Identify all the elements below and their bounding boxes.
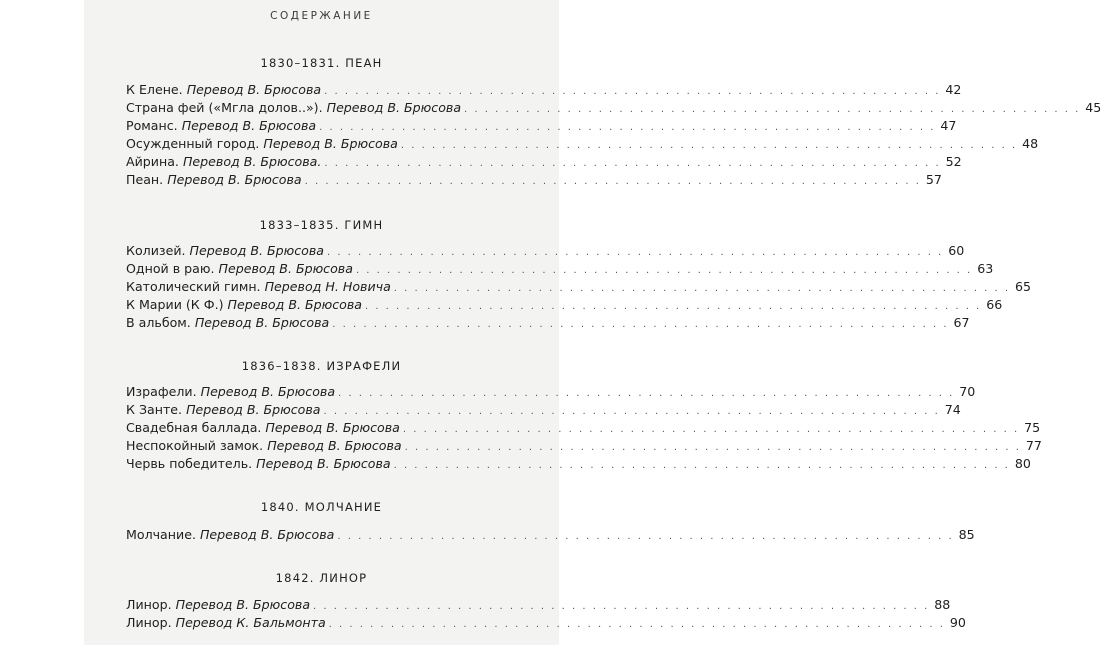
entry-title: Айрина. (126, 154, 179, 169)
dot-leader: . . . . . . . . . . . . . . . . . . . . . . . . . . . . . . . . . . . . . . . . . . . . . . . . . . . . . . . . . . . . (332, 319, 949, 330)
entry-title: К Елене. (126, 82, 183, 97)
entry-page: 66 (986, 297, 1003, 312)
entry-title: Неспокойный замок. (126, 438, 264, 453)
section-heading: 1833–1835. ГИМН (259, 218, 384, 232)
book-page (84, 0, 1101, 645)
toc-entry (126, 526, 975, 544)
dot-leader: . . . . . . . . . . . . . . . . . . . . . . . . . . . . . . . . . . . . . . . . . . . . . . . . . . . . . . . . . . . . (313, 601, 930, 612)
entry-translator: Перевод В. Брюсова (167, 172, 302, 187)
dot-leader: . . . . . . . . . . . . . . . . . . . . . . . . . . . . . . . . . . . . . . . . . . . . . . . . . . . . . . . . . . . . (400, 140, 1018, 151)
entry-translator: Перевод В. Брюсова (175, 597, 311, 612)
entry-page: 48 (1022, 136, 1039, 151)
toc-entry (126, 242, 965, 260)
dot-leader: . . . . . . . . . . . . . . . . . . . . . . . . . . . . . . . . . . . . . . . . . . . . . . . . . . . . . . . . . . . . (402, 424, 1020, 435)
toc-entry (126, 153, 962, 171)
entry-page: 85 (958, 527, 975, 542)
entry-page: 74 (944, 402, 961, 417)
dot-leader: . . . . . . . . . . . . . . . . . . . . . . . . . . . . . . . . . . . . . . . . . . . . . . . . . . . . . . . . . . . . (304, 176, 921, 187)
entry-page: 42 (945, 82, 962, 97)
toc-entry (126, 135, 1039, 153)
entry-page: 47 (940, 118, 957, 133)
toc-entry (126, 81, 962, 99)
page-title: СОДЕРЖАНИЕ (270, 10, 373, 22)
entry-page: 90 (949, 615, 966, 630)
entry-translator: Перевод В. Брюсова (181, 118, 317, 133)
dot-leader: . . . . . . . . . . . . . . . . . . . . . . . . . . . . . . . . . . . . . . . . . . . . . . . . . . . . . . . . . . . . (326, 247, 944, 258)
entry-title: Линор. (126, 597, 172, 612)
entry-page: 88 (934, 597, 951, 612)
entry-translator: Перевод В. Брюсова (263, 136, 398, 151)
entry-page: 67 (953, 315, 970, 330)
dot-leader: . . . . . . . . . . . . . . . . . . . . . . . . . . . . . . . . . . . . . . . . . . . . . . . . . . . . . . . . . . . . (404, 442, 1021, 453)
dot-leader: . . . . . . . . . . . . . . . . . . . . . . . . . . . . . . . . . . . . . . . . . . . . . . . . . . . . . . . . . . . . (337, 531, 954, 542)
entry-title: Линор. (126, 615, 172, 630)
section-heading: 1830–1831. ПЕАН (260, 56, 383, 70)
entry-translator: Перевод В. Брюсова (186, 82, 322, 97)
entry-translator: Перевод Н. Новича (264, 279, 391, 294)
entry-translator: Перевод В. Брюсова (186, 402, 321, 417)
entry-translator: Перевод В. Брюсова (256, 456, 391, 471)
section-heading: 1842. ЛИНОР (275, 571, 368, 585)
entry-translator: Перевод В. Брюсова (326, 100, 462, 115)
entry-page: 65 (1015, 279, 1032, 294)
entry-page: 75 (1024, 420, 1041, 435)
dot-leader: . . . . . . . . . . . . . . . . . . . . . . . . . . . . . . . . . . . . . . . . . . . . . . . . . . . . . . . . . . . . (393, 283, 1011, 294)
toc-entry (126, 401, 961, 419)
toc-entry (126, 117, 957, 135)
dot-leader: . . . . . . . . . . . . . . . . . . . . . . . . . . . . . . . . . . . . . . . . . . . . . . . . . . . . . . . . . . . . (338, 388, 955, 399)
entry-translator: Перевод В. Брюсова (227, 297, 362, 312)
entry-title: Пеан. (126, 172, 164, 187)
entry-translator: Перевод В. Брюсова (189, 243, 324, 258)
entry-title: Молчание. (126, 527, 196, 542)
entry-title: Осужденный город. (126, 136, 260, 151)
entry-translator: Перевод К. Бальмонта (175, 615, 326, 630)
entry-page: 45 (1085, 100, 1101, 115)
entry-translator: Перевод В. Брюсова (218, 261, 353, 276)
entry-page: 52 (945, 154, 962, 169)
toc-entry (126, 278, 1032, 296)
entry-page: 60 (948, 243, 965, 258)
entry-title: Католический гимн. (126, 279, 261, 294)
toc-entry (126, 596, 951, 614)
dot-leader: . . . . . . . . . . . . . . . . . . . . . . . . . . . . . . . . . . . . . . . . . . . . . . . . . . . . . . . . . . . . (464, 104, 1081, 115)
section-heading: 1836–1838. ИЗРАФЕЛИ (241, 359, 402, 373)
entry-title: Страна фей («Мгла долов..»). (126, 100, 323, 115)
toc-entry (126, 419, 1041, 437)
entry-page: 63 (977, 261, 994, 276)
entry-translator: Перевод В. Брюсова (267, 438, 402, 453)
entry-translator: Перевод В. Брюсова (200, 384, 336, 399)
entry-title: В альбом. (126, 315, 191, 330)
toc-entry (126, 296, 1003, 314)
dot-leader: . . . . . . . . . . . . . . . . . . . . . . . . . . . . . . . . . . . . . . . . . . . . . . . . . . . . . . . . . . . . (328, 619, 945, 630)
entry-title: К Занте. (126, 402, 183, 417)
entry-page: 77 (1025, 438, 1042, 453)
toc-entry (126, 383, 976, 401)
dot-leader: . . . . . . . . . . . . . . . . . . . . . . . . . . . . . . . . . . . . . . . . . . . . . . . . . . . . . . . . . . . . (393, 460, 1010, 471)
entry-translator: Перевод В. Брюсова (194, 315, 330, 330)
dot-leader: . . . . . . . . . . . . . . . . . . . . . . . . . . . . . . . . . . . . . . . . . . . . . . . . . . . . . . . . . . . . (364, 301, 982, 312)
entry-title: Романс. (126, 118, 178, 133)
entry-title: Израфели. (126, 384, 197, 399)
entry-translator: Перевод В. Брюсова. (182, 154, 322, 169)
toc-entry (126, 171, 942, 189)
toc-entry (126, 437, 1042, 455)
entry-title: Одной в раю. (126, 261, 215, 276)
entry-translator: Перевод В. Брюсова (265, 420, 400, 435)
entry-title: Свадебная баллада. (126, 420, 262, 435)
entry-translator: Перевод В. Брюсова (199, 527, 335, 542)
dot-leader: . . . . . . . . . . . . . . . . . . . . . . . . . . . . . . . . . . . . . . . . . . . . . . . . . . . . . . . . . . . . (323, 406, 940, 417)
entry-page: 80 (1014, 456, 1031, 471)
entry-title: Колизей. (126, 243, 186, 258)
toc-entry (126, 614, 966, 632)
entry-title: К Марии (К Ф.) (126, 297, 224, 312)
toc-entry (126, 314, 970, 332)
entry-page: 57 (925, 172, 942, 187)
entry-title: Червь победитель. (126, 456, 253, 471)
dot-leader: . . . . . . . . . . . . . . . . . . . . . . . . . . . . . . . . . . . . . . . . . . . . . . . . . . . . . . . . . . . . (319, 122, 936, 133)
dot-leader: . . . . . . . . . . . . . . . . . . . . . . . . . . . . . . . . . . . . . . . . . . . . . . . . . . . . . . . . . . . . (355, 265, 973, 276)
dot-leader: . . . . . . . . . . . . . . . . . . . . . . . . . . . . . . . . . . . . . . . . . . . . . . . . . . . . . . . . . . . . (324, 86, 941, 97)
toc-entry (126, 455, 1031, 473)
toc-entry (126, 260, 994, 278)
dot-leader: . . . . . . . . . . . . . . . . . . . . . . . . . . . . . . . . . . . . . . . . . . . . . . . . . . . . . . . . . . . . (324, 158, 941, 169)
toc-entry (126, 99, 1101, 117)
section-heading: 1840. МОЛЧАНИЕ (260, 500, 383, 514)
entry-page: 70 (959, 384, 976, 399)
